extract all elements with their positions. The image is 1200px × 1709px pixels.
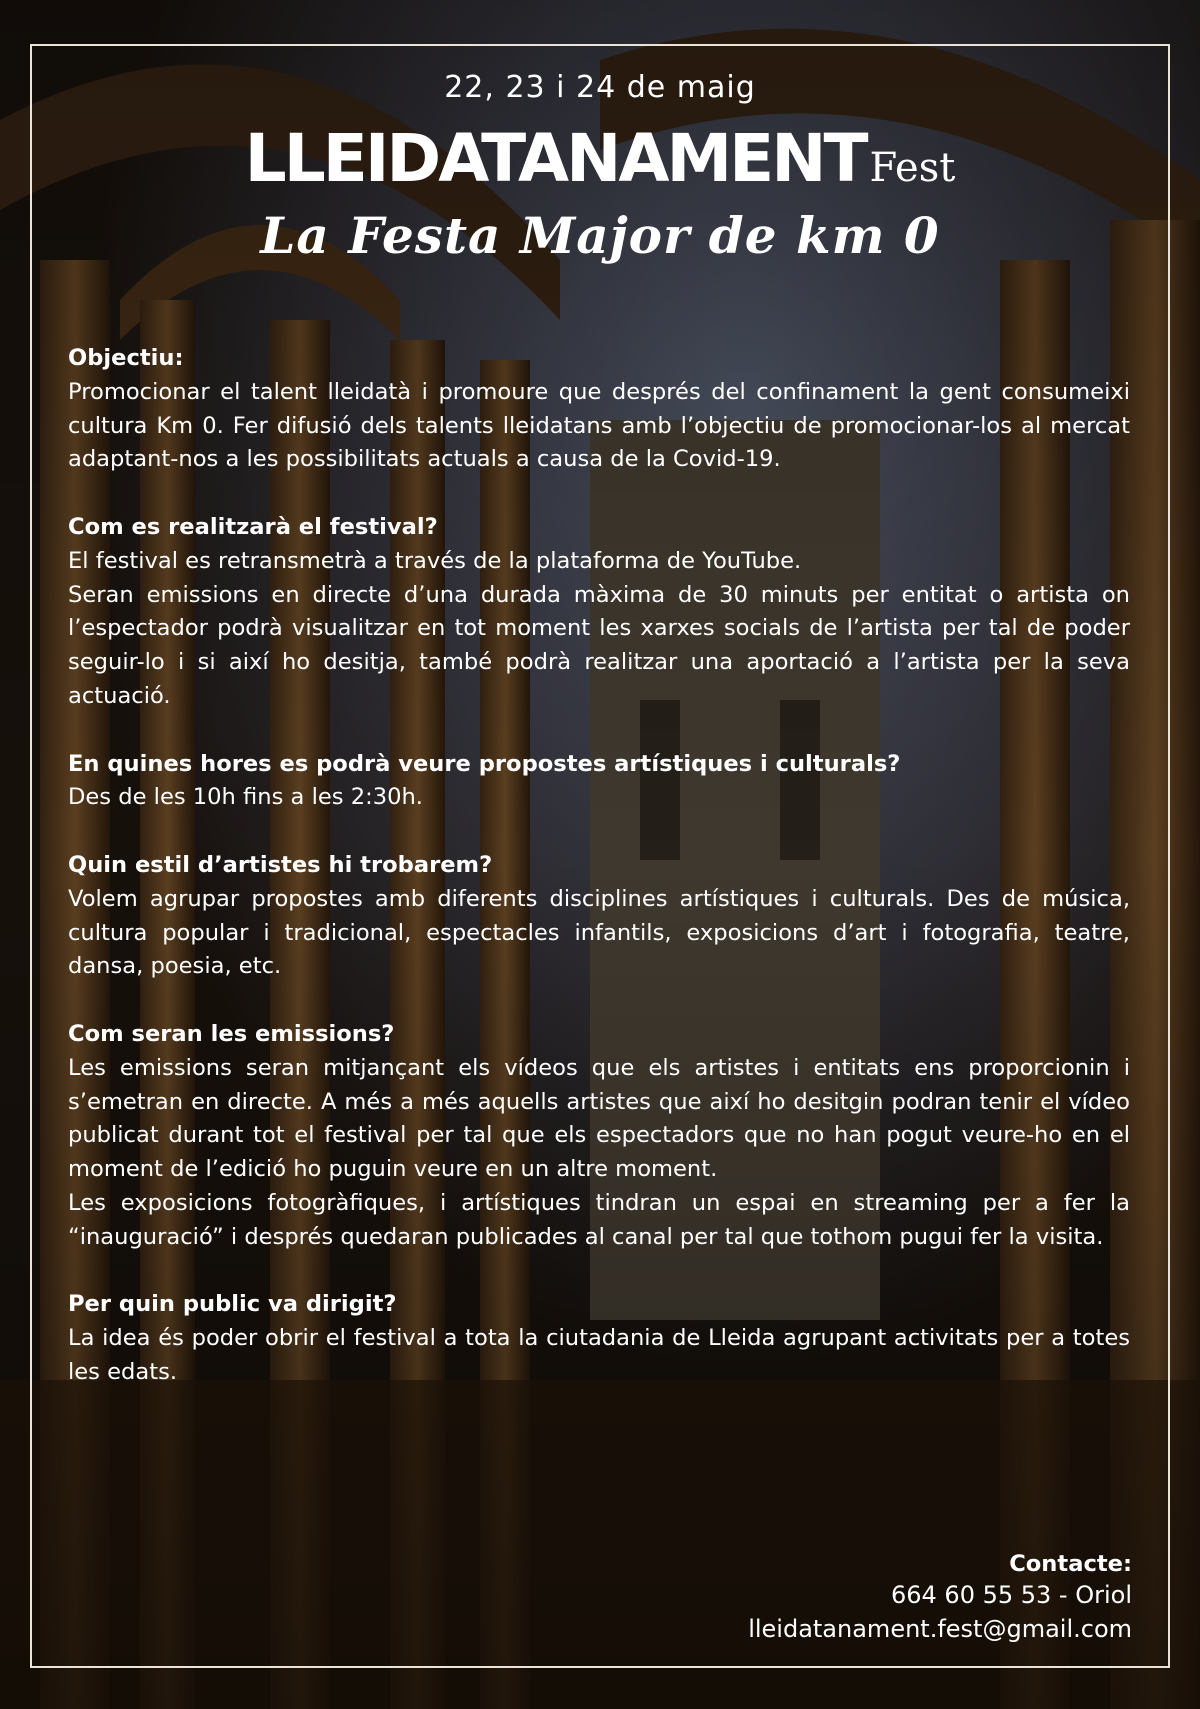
section-emissions <box>68 1018 1130 1255</box>
title-main: LLEIDATANAMENT <box>244 120 866 197</box>
section-realitzacio <box>68 511 1130 714</box>
title-suffix: Fest <box>869 145 956 191</box>
section-paragraph: Volem agrupar propostes amb diferents disciplines artístiques i culturals. Des de música, cultura popular i tradicional, espectacles infantils, exposicions d’art i fotografia, teatre, dansa, poesia, etc. <box>68 885 1130 980</box>
section-paragraph: Seran emissions en directe d’una durada màxima de 30 minuts per entitat o artista on l’espectador podrà visualitzar en tot moment les xarxes socials de l’artista per tal de poder seguir-lo i si així ho desitja, també podrà realitzar una aportació a l’artista per la seva actuació. <box>68 581 1130 709</box>
section-heading: Per quin public va dirigit? <box>68 1291 397 1318</box>
section-heading: En quines hores es podrà veure propostes artístiques i culturals? <box>68 750 901 777</box>
event-subtitle: La Festa Major de km 0 <box>260 206 940 265</box>
section-paragraph: El festival es retransmetrà a través de la plataforma de YouTube. <box>68 547 802 574</box>
contact-label: Contacte: <box>1009 1551 1132 1577</box>
section-objectiu <box>68 342 1130 477</box>
section-estil <box>68 849 1130 984</box>
section-paragraph: Des de les 10h fins a les 2:30h. <box>68 784 423 811</box>
section-heading: Com es realitzarà el festival? <box>68 513 438 540</box>
section-hores <box>68 748 1130 816</box>
contact-block <box>748 1550 1132 1646</box>
section-paragraph: Les exposicions fotogràfiques, i artístiques tindran un espai en streaming per a fer la “inauguració” i després quedaran publicades al canal per tal que tothom pugui fer la visita. <box>68 1189 1130 1250</box>
section-heading: Com seran les emissions? <box>68 1020 395 1047</box>
info-content <box>68 342 1130 1424</box>
event-dates: 22, 23 i 24 de maig <box>444 70 756 105</box>
section-heading: Quin estil d’artistes hi trobarem? <box>68 851 493 878</box>
section-heading: Objectiu: <box>68 345 184 371</box>
event-title <box>0 120 1200 197</box>
contact-phone[interactable]: 664 60 55 53 - Oriol <box>890 1581 1132 1609</box>
contact-email[interactable]: lleidatanament.fest@gmail.com <box>748 1615 1132 1643</box>
section-paragraph: Les emissions seran mitjançant els vídeos que els artistes i entitats ens proporcionin i s’emetran en directe. A més a més aquells artistes que així ho desitgin podran tenir el vídeo publicat durant tot el festival per tal que els espectadors que no han pogut veure-ho en el moment de l’edició ho puguin veure en un altre moment. <box>68 1054 1130 1183</box>
section-public <box>68 1288 1130 1389</box>
section-paragraph: La idea és poder obrir el festival a tota la ciutadania de Lleida agrupant activitats per a totes les edats. <box>68 1325 1130 1385</box>
section-paragraph: Promocionar el talent lleidatà i promoure que després del confinament la gent consumeixi cultura Km 0. Fer difusió dels talents lleidatans amb l’objectiu de promocionar-los al mercat adaptant-nos a les possibilitats actuals a causa de la Covid-19. <box>68 378 1130 473</box>
